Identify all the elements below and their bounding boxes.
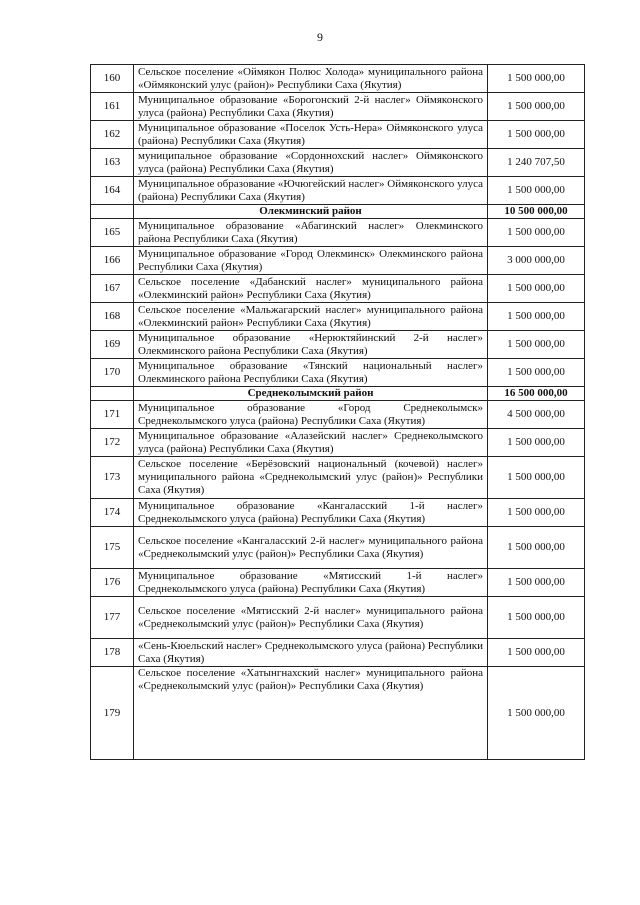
- amount: 1 500 000,00: [488, 275, 585, 303]
- municipality-name: Муниципальное образование «Борогонский 2-й наслег» Оймяконского улуса (района) Республики Саха (Якутия): [134, 93, 488, 121]
- table-row: [91, 569, 585, 597]
- row-number: 160: [91, 65, 134, 93]
- municipality-name: муниципальное образование «Сордоннохский наслег» Оймяконского улуса (района) Республики Саха (Якутия): [134, 149, 488, 177]
- row-number: 161: [91, 93, 134, 121]
- municipality-name: Муниципальное образование «Нерюктяйинский 2-й наслег» Олекминского района Республики Саха (Якутия): [134, 331, 488, 359]
- municipality-name: Муниципальное образование «Абагинский наслег» Олекминского района Республики Саха (Якутия): [134, 219, 488, 247]
- municipality-name: Муниципальное образование «Город Среднеколымск» Среднеколымского улуса (района) Республики Саха (Якутия): [134, 401, 488, 429]
- table-row: [91, 401, 585, 429]
- amount: 1 500 000,00: [488, 65, 585, 93]
- amount: 1 500 000,00: [488, 303, 585, 331]
- row-number: [91, 205, 134, 219]
- row-number: 174: [91, 499, 134, 527]
- row-number: 162: [91, 121, 134, 149]
- row-number: 177: [91, 597, 134, 639]
- municipality-name: Муниципальное образование «Поселок Усть-Нера» Оймяконского улуса (района) Республики Саха (Якутия): [134, 121, 488, 149]
- amount: 1 500 000,00: [488, 219, 585, 247]
- table-row: [91, 331, 585, 359]
- municipality-name: Сельское поселение «Берёзовский национальный (кочевой) наслег» муниципального района «Среднеколымский улус (район)» Республики Саха (Якутия): [134, 457, 488, 499]
- municipality-name: Муниципальное образование «Ючюгейский наслег» Оймяконского улуса (района) Республики Саха (Якутия): [134, 177, 488, 205]
- district-name: Среднеколымский район: [134, 387, 488, 401]
- amount: 1 500 000,00: [488, 597, 585, 639]
- amount: 4 500 000,00: [488, 401, 585, 429]
- amount: 1 500 000,00: [488, 667, 585, 760]
- municipality-name: Муниципальное образование «Мятисский 1-й наслег» Среднеколымского улуса (района) Республики Саха (Якутия): [134, 569, 488, 597]
- table-row: [91, 275, 585, 303]
- row-number: 164: [91, 177, 134, 205]
- municipality-name: Сельское поселение «Хатынгнахский наслег» муниципального района «Среднеколымский улус (район)» Республики Саха (Якутия): [134, 667, 488, 760]
- district-row: [91, 205, 585, 219]
- municipality-name: «Сень-Кюельский наслег» Среднеколымского улуса (района) Республики Саха (Якутия): [134, 639, 488, 667]
- district-name: Олекминский район: [134, 205, 488, 219]
- page-number: 9: [317, 30, 323, 44]
- amount: 1 500 000,00: [488, 359, 585, 387]
- amount: 1 500 000,00: [488, 331, 585, 359]
- amount: 1 500 000,00: [488, 569, 585, 597]
- amount: 1 500 000,00: [488, 177, 585, 205]
- amount: 1 500 000,00: [488, 429, 585, 457]
- row-number: 163: [91, 149, 134, 177]
- table-row: [91, 597, 585, 639]
- row-number: 166: [91, 247, 134, 275]
- table-row: [91, 499, 585, 527]
- table-row: [91, 429, 585, 457]
- row-number: 169: [91, 331, 134, 359]
- municipality-name: Сельское поселение «Мятисский 2-й наслег» муниципального района «Среднеколымский улус (район)» Республики Саха (Якутия): [134, 597, 488, 639]
- amount: 3 000 000,00: [488, 247, 585, 275]
- municipality-name: Муниципальное образование «Кангаласский 1-й наслег» Среднеколымского улуса (района) Республики Саха (Якутия): [134, 499, 488, 527]
- table-row: [91, 247, 585, 275]
- district-total: 10 500 000,00: [488, 205, 585, 219]
- table-row: [91, 359, 585, 387]
- municipality-name: Сельское поселение «Мальжагарский наслег» муниципального района «Олекминский район» Республики Саха (Якутия): [134, 303, 488, 331]
- row-number: 173: [91, 457, 134, 499]
- row-number: 176: [91, 569, 134, 597]
- table-row: [91, 639, 585, 667]
- table-row: [91, 219, 585, 247]
- amount: 1 500 000,00: [488, 93, 585, 121]
- row-number: 179: [91, 667, 134, 760]
- amount: 1 240 707,50: [488, 149, 585, 177]
- table-row: [91, 457, 585, 499]
- allocation-table: [90, 64, 585, 760]
- municipality-name: Сельское поселение «Кангаласский 2-й наслег» муниципального района «Среднеколымский улус (район)» Республики Саха (Якутия): [134, 527, 488, 569]
- municipality-name: Сельское поселение «Оймякон Полюс Холода» муниципального района «Оймяконский улус (район)» Республики Саха (Якутия): [134, 65, 488, 93]
- amount: 1 500 000,00: [488, 639, 585, 667]
- row-number: 170: [91, 359, 134, 387]
- row-number: 168: [91, 303, 134, 331]
- table-row: [91, 303, 585, 331]
- table-row: [91, 149, 585, 177]
- amount: 1 500 000,00: [488, 499, 585, 527]
- row-number: 175: [91, 527, 134, 569]
- table-row: [91, 527, 585, 569]
- district-total: 16 500 000,00: [488, 387, 585, 401]
- municipality-name: Муниципальное образование «Город Олекминск» Олекминского района Республики Саха (Якутия): [134, 247, 488, 275]
- amount: 1 500 000,00: [488, 457, 585, 499]
- row-number: [91, 387, 134, 401]
- table-row: [91, 177, 585, 205]
- row-number: 167: [91, 275, 134, 303]
- district-row: [91, 387, 585, 401]
- table-row: [91, 93, 585, 121]
- amount: 1 500 000,00: [488, 121, 585, 149]
- table-row: [91, 65, 585, 93]
- row-number: 178: [91, 639, 134, 667]
- municipality-name: Муниципальное образование «Алазейский наслег» Среднеколымского улуса (района) Республики Саха (Якутия): [134, 429, 488, 457]
- row-number: 165: [91, 219, 134, 247]
- row-number: 171: [91, 401, 134, 429]
- table-row: [91, 121, 585, 149]
- municipality-name: Муниципальное образование «Тянский национальный наслег» Олекминского района Республики Саха (Якутия): [134, 359, 488, 387]
- table-row: [91, 667, 585, 760]
- amount: 1 500 000,00: [488, 527, 585, 569]
- municipality-name: Сельское поселение «Дабанский наслег» муниципального района «Олекминский район» Республики Саха (Якутия): [134, 275, 488, 303]
- row-number: 172: [91, 429, 134, 457]
